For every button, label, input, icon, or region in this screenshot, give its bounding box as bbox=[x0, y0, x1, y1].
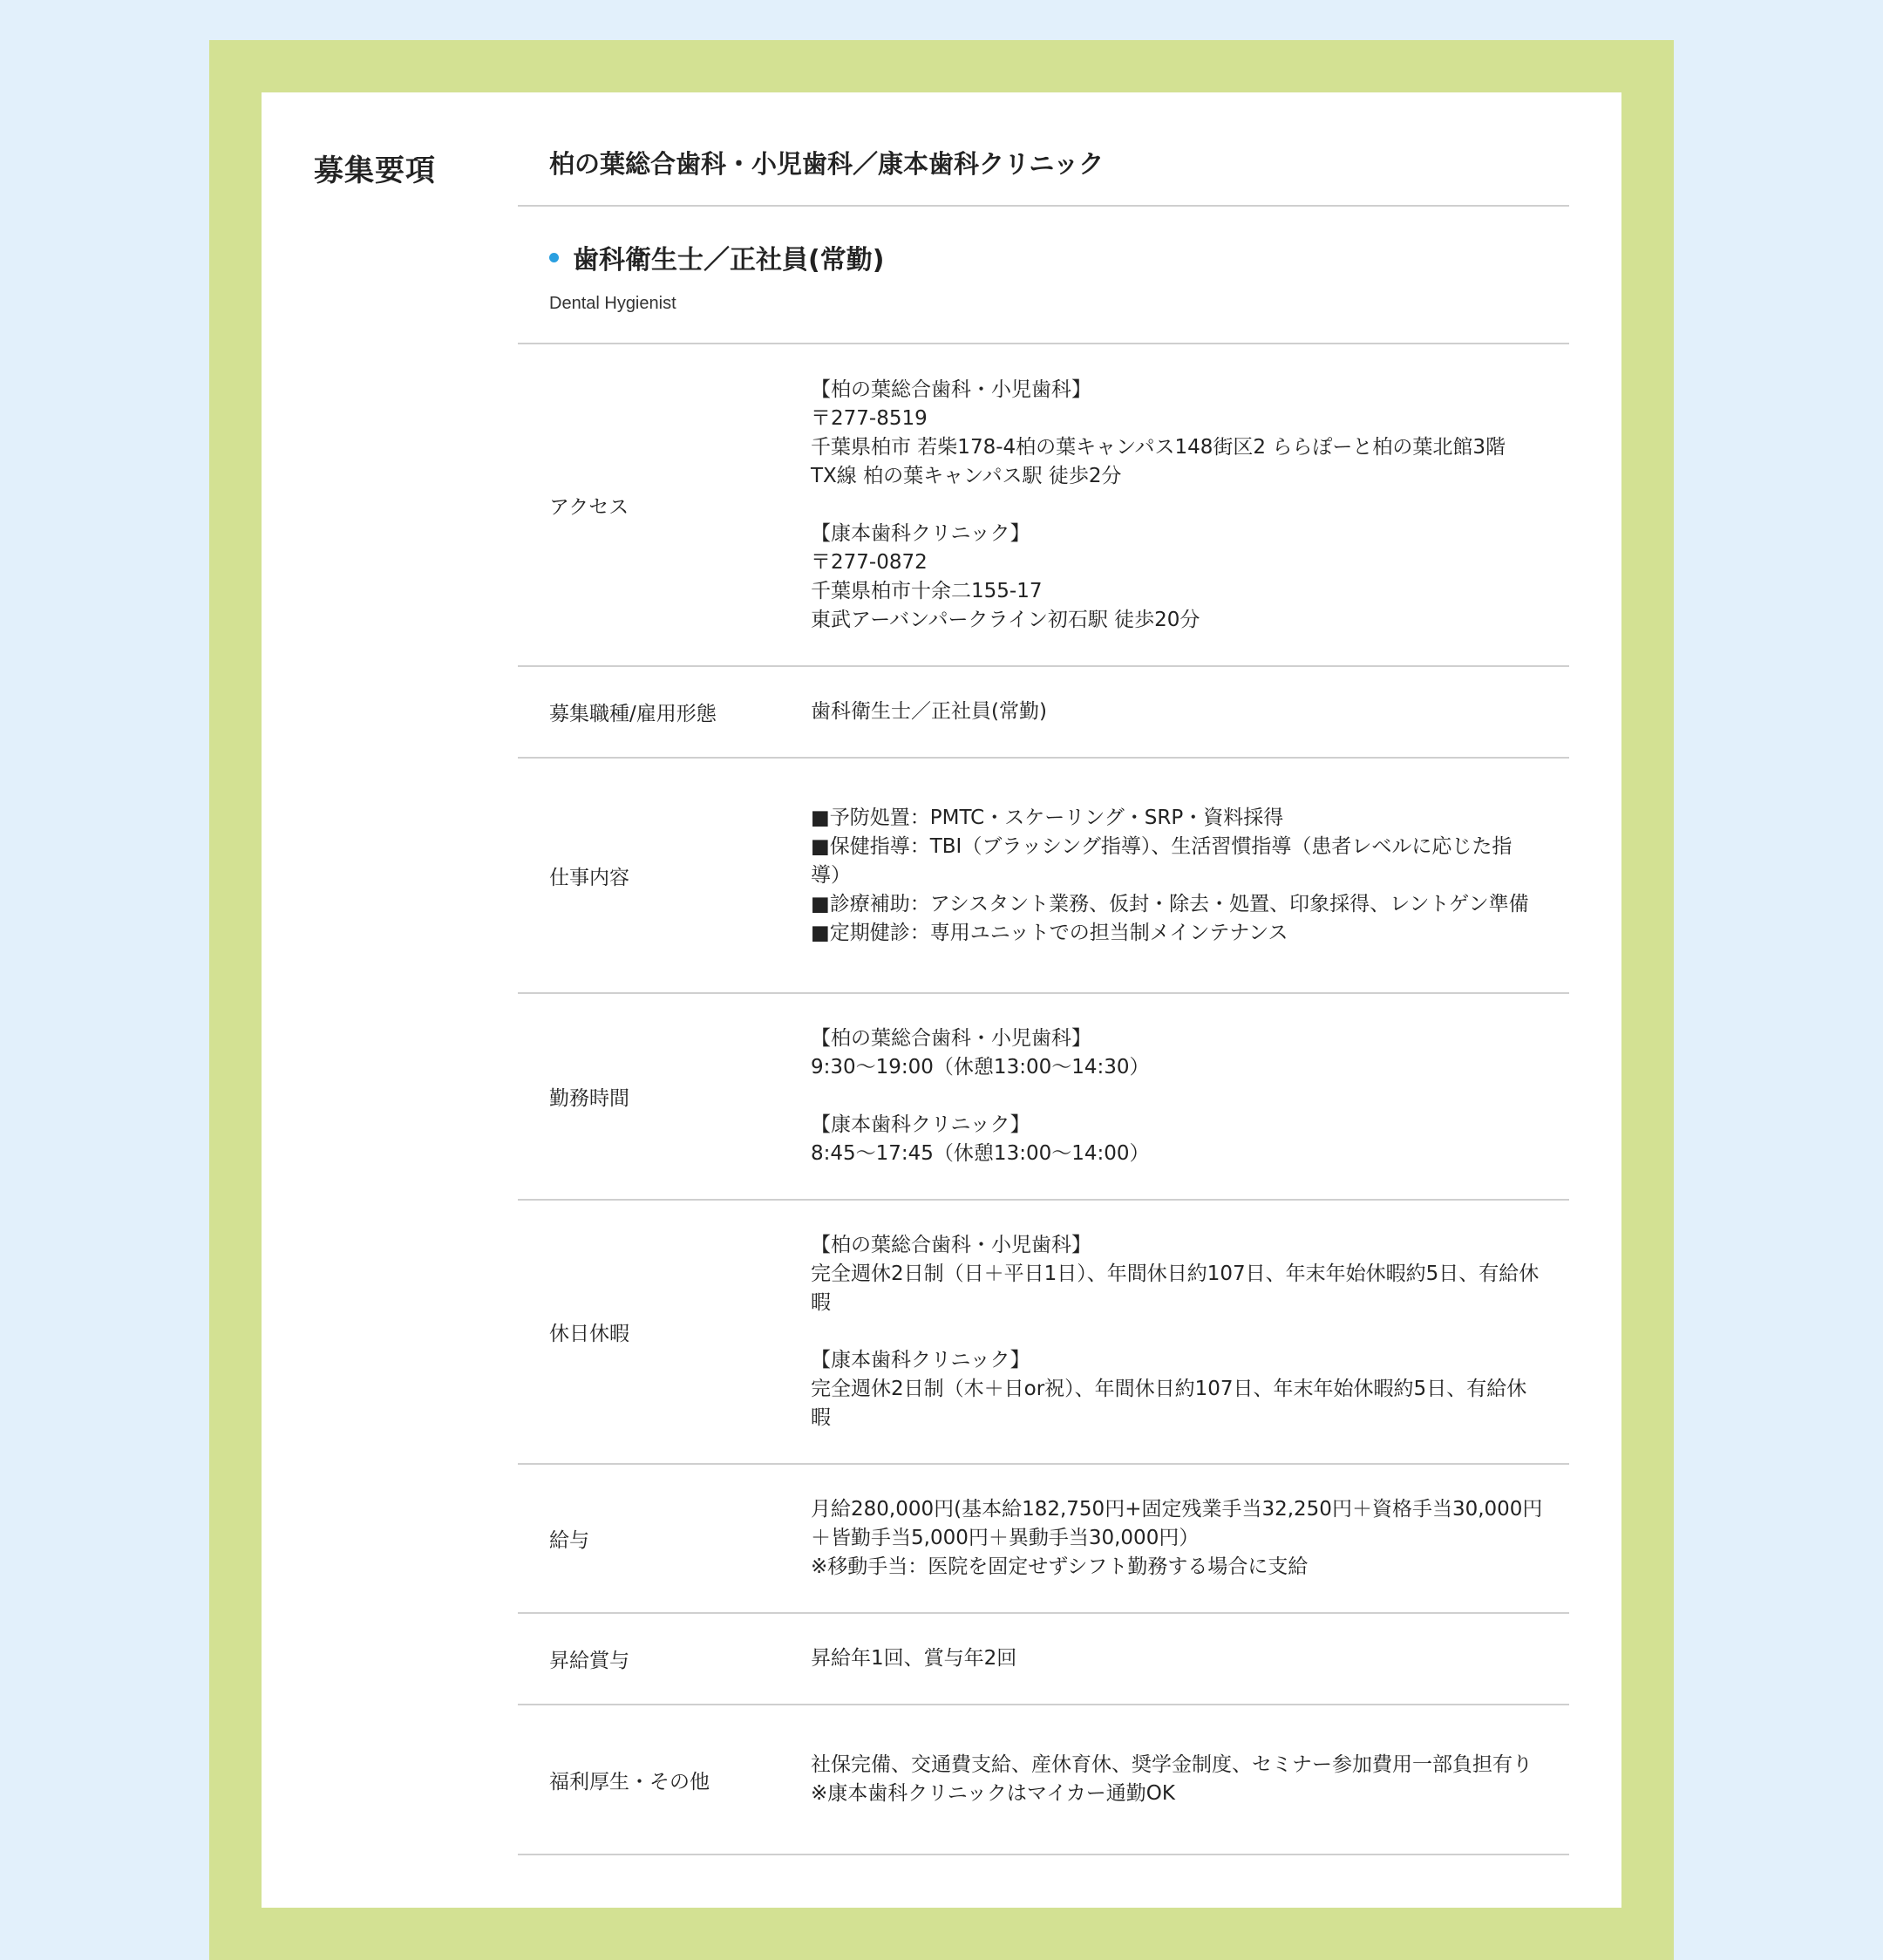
job-header bbox=[518, 207, 1569, 344]
table-row-access bbox=[518, 344, 1569, 667]
table-row-job-description bbox=[518, 759, 1569, 994]
table-row-working-hours bbox=[518, 994, 1569, 1201]
job-title: 歯科衛生士／正社員(常勤) bbox=[573, 245, 885, 276]
row-label: 給与 bbox=[549, 1529, 589, 1552]
row-label: 福利厚生・その他 bbox=[549, 1770, 710, 1793]
recruitment-card bbox=[262, 92, 1621, 1908]
table-row-raise-bonus bbox=[518, 1614, 1569, 1705]
row-label: アクセス bbox=[549, 495, 629, 519]
row-label: 募集職種/雇用形態 bbox=[549, 703, 717, 725]
row-value: 月給280,000円(基本給182,750円+固定残業手当32,250円＋資格手当30,000円＋皆勤手当5,000円＋異動手当30,000円） ※移動手当：医院を固定せずシフト勤務する場合に支給 bbox=[811, 1498, 1543, 1578]
recruitment-table bbox=[518, 92, 1569, 1855]
row-label: 昇給賞与 bbox=[549, 1650, 629, 1672]
section-title: 募集要項 bbox=[314, 153, 436, 188]
row-value: 【柏の葉総合歯科・小児歯科】 〒277-8519 千葉県柏市 若柴178-4柏の葉キャンパス148街区2 ららぽーと柏の葉北館3階 TX線 柏の葉キャンパス駅 徒歩2分 【康本歯科クリニック】 〒277-0872 千葉県柏市十余二155-17 東武アーバンパークライン初石駅 徒歩20分 bbox=[811, 378, 1506, 631]
row-value: 昇給年1回、賞与年2回 bbox=[811, 1647, 1017, 1670]
table-row-holidays bbox=[518, 1201, 1569, 1465]
row-label: 勤務時間 bbox=[549, 1087, 629, 1110]
bullet-dot-icon bbox=[549, 253, 559, 262]
job-title-line bbox=[549, 238, 1569, 276]
row-value: 【柏の葉総合歯科・小児歯科】 9:30～19:00（休憩13:00～14:30） 【康本歯科クリニック】 8:45～17:45（休憩13:00～14:00） bbox=[811, 1027, 1150, 1165]
table-row-salary bbox=[518, 1465, 1569, 1614]
row-value: 社保完備、交通費支給、産休育休、奨学金制度、セミナー参加費用一部負担有り ※康本歯科クリニックはマイカー通勤OK bbox=[811, 1753, 1533, 1805]
row-value: ■予防処置：PMTC・スケーリング・SRP・資料採得 ■保健指導：TBI（ブラッシング指導）、生活習慣指導（患者レベルに応じた指導） ■診療補助：アシスタント業務、仮封・除去・処置、印象採得、レントゲン準備 ■定期健診：専用ユニットでの担当制メインテナンス bbox=[811, 806, 1529, 944]
row-label: 休日休暇 bbox=[549, 1323, 629, 1345]
row-value: 歯科衛生士／正社員(常勤) bbox=[811, 700, 1047, 723]
row-label: 仕事内容 bbox=[549, 866, 629, 889]
clinic-name: 柏の葉総合歯科・小児歯科／康本歯科クリニック bbox=[518, 92, 1569, 207]
job-subtitle: Dental Hygienist bbox=[549, 294, 676, 313]
row-value: 【柏の葉総合歯科・小児歯科】 完全週休2日制（日＋平日1日）、年間休日約107日、年末年始休暇約5日、有給休暇 【康本歯科クリニック】 完全週休2日制（木＋日or祝）、年間休日約107日、年末年始休暇約5日、有給休暇 bbox=[811, 1234, 1540, 1429]
table-row-job-type bbox=[518, 667, 1569, 759]
table-row-benefits bbox=[518, 1705, 1569, 1855]
outer-frame bbox=[209, 40, 1674, 1960]
